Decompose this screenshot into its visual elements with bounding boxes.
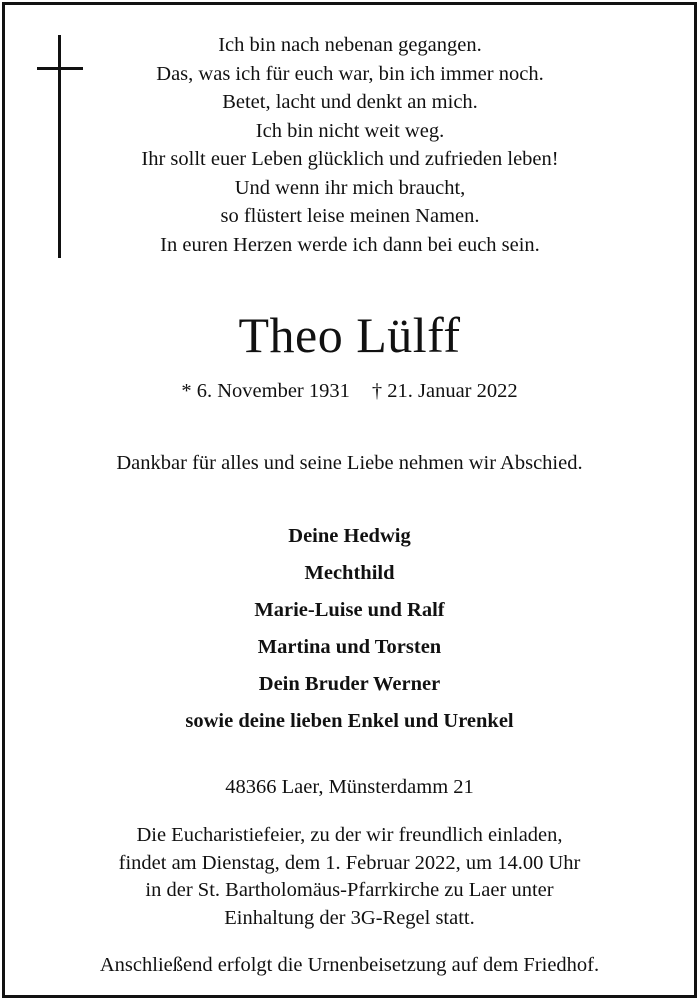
poem-line: Ich bin nicht weit weg. <box>255 119 445 142</box>
thanks-line: Dankbar für alles und seine Liebe nehmen wir Abschied. <box>116 452 583 474</box>
service-line: Die Eucharistiefeier, zu der wir freundlich einladen, <box>136 824 563 846</box>
burial-note: Anschließend erfolgt die Urnenbeisetzung auf dem Friedhof. <box>99 954 600 976</box>
poem-line: Das, was ich für euch war, bin ich immer noch. <box>156 62 544 85</box>
poem-line: Ich bin nach nebenan gegangen. <box>218 34 482 56</box>
birth-date: * 6. November 1931 <box>181 380 350 402</box>
family-member: sowie deine lieben Enkel und Urenkel <box>185 710 514 732</box>
family-list <box>0 518 699 740</box>
family-member: Deine Hedwig <box>288 525 411 547</box>
poem-line: so flüstert leise meinen Namen. <box>220 205 480 227</box>
service-line: Einhaltung der 3G-Regel statt. <box>224 906 475 929</box>
death-date: † 21. Januar 2022 <box>371 380 518 402</box>
poem <box>60 31 640 259</box>
family-member: Mechthild <box>304 562 395 584</box>
deceased-name: Theo Lülff <box>238 307 461 363</box>
poem-line: Betet, lacht und denkt an mich. <box>222 91 478 113</box>
family-member: Martina und Torsten <box>257 636 442 658</box>
poem-line: In euren Herzen werde ich dann bei euch sein. <box>160 233 540 256</box>
poem-line: Und wenn ihr mich braucht, <box>234 176 466 199</box>
service-info <box>0 822 699 932</box>
poem-line: Ihr sollt euer Leben glücklich und zufrieden leben! <box>141 148 559 170</box>
service-line: in der St. Bartholomäus-Pfarrkirche zu Laer unter <box>145 879 554 901</box>
service-line: findet am Dienstag, dem 1. Februar 2022, um 14.00 Uhr <box>118 851 581 874</box>
address: 48366 Laer, Münsterdamm 21 <box>225 776 474 798</box>
family-member: Marie-Luise und Ralf <box>254 599 445 621</box>
family-member: Dein Bruder Werner <box>258 673 441 695</box>
life-dates <box>0 377 699 405</box>
